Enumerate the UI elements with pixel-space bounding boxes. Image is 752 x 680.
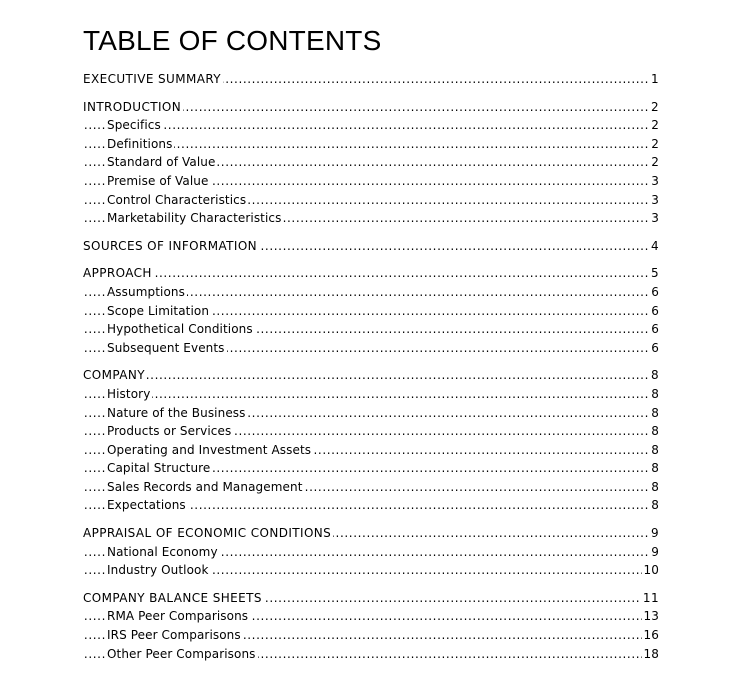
toc-subsection-hypothetical-conditions[interactable]: [83, 320, 659, 339]
toc-entry-label: Control Characteristics: [107, 192, 247, 207]
toc-entry-label: Subsequent Events: [107, 340, 225, 355]
toc-entry-label: Industry Outlook: [107, 563, 209, 578]
toc-group: [83, 524, 659, 580]
toc-entry-label: Capital Structure: [107, 461, 211, 476]
toc-page-number: 11: [641, 589, 659, 608]
toc-page-number: 8: [649, 441, 659, 460]
toc-page-number: 1: [649, 70, 659, 89]
toc-entry-label: COMPANY BALANCE SHEETS: [83, 590, 262, 605]
toc-page-number: 9: [649, 543, 659, 562]
toc-subsection-operating-and-investment-assets[interactable]: [83, 441, 659, 460]
toc-entry-label: INTRODUCTION: [83, 99, 182, 114]
toc-page-number: 8: [649, 404, 659, 423]
toc-page-number: 6: [649, 283, 659, 302]
toc-entry-label: Definitions: [107, 136, 173, 151]
toc-section-introduction[interactable]: [83, 98, 659, 117]
toc-entry-label: Operating and Investment Assets: [107, 442, 312, 457]
toc-entry-label: Sales Records and Management: [107, 479, 303, 494]
toc-subsection-subsequent-events[interactable]: [83, 339, 659, 358]
toc-subsection-marketability-characteristics[interactable]: [83, 209, 659, 228]
toc-page-number: 5: [649, 264, 659, 283]
toc-page-number: 8: [649, 496, 659, 515]
toc-entry-label: EXECUTIVE SUMMARY: [83, 72, 222, 86]
toc-subsection-capital-structure[interactable]: [83, 459, 659, 478]
toc-entry-label: APPRAISAL OF ECONOMIC CONDITIONS: [83, 526, 332, 541]
toc-entry-label: National Economy: [107, 544, 218, 559]
toc-entry-label: Expectations: [107, 498, 186, 513]
toc-group: [83, 264, 659, 357]
dot-leader: [83, 366, 659, 385]
toc-subsection-definitions[interactable]: [83, 135, 659, 154]
toc-page-number: 3: [649, 191, 659, 210]
toc-subsection-specifics[interactable]: [83, 116, 659, 135]
dot-leader: [83, 116, 659, 135]
toc-group: [83, 98, 659, 228]
toc-page-number: 8: [649, 422, 659, 441]
toc-page-number: 8: [649, 366, 659, 385]
toc-entry-label: IRS Peer Comparisons: [107, 628, 241, 643]
toc-subsection-sales-records-and-management[interactable]: [83, 478, 659, 497]
toc-section-sources-of-information[interactable]: [83, 237, 659, 256]
toc-page-number: 6: [649, 302, 659, 321]
toc-entry-label: Assumptions: [107, 284, 185, 299]
toc-subsection-expectations[interactable]: [83, 496, 659, 515]
toc-subsection-rma-peer-comparisons[interactable]: [83, 607, 659, 626]
toc-section-appraisal-of-economic-conditions[interactable]: [83, 524, 659, 543]
toc-page-number: 3: [649, 209, 659, 228]
toc-entry-label: APPROACH: [83, 266, 152, 281]
toc-subsection-nature-of-the-business[interactable]: [83, 404, 659, 423]
toc-page-number: 8: [649, 459, 659, 478]
toc-entry-label: Scope Limitation: [107, 303, 210, 318]
toc-list: [83, 70, 659, 672]
toc-subsection-premise-of-value[interactable]: [83, 172, 659, 191]
toc-page-number: 16: [642, 626, 659, 645]
toc-entry-label: Premise of Value: [107, 173, 209, 188]
toc-page-number: 2: [649, 116, 659, 135]
toc-subsection-industry-outlook[interactable]: [83, 561, 659, 580]
toc-page-number: 6: [649, 320, 659, 339]
toc-subsection-assumptions[interactable]: [83, 283, 659, 302]
toc-group: [83, 366, 659, 515]
dot-leader: [83, 385, 659, 404]
toc-section-company[interactable]: [83, 366, 659, 385]
toc-page-number: 8: [649, 385, 659, 404]
toc-subsection-scope-limitation[interactable]: [83, 302, 659, 321]
toc-page-number: 9: [649, 524, 659, 543]
toc-page-number: 13: [642, 607, 659, 626]
toc-page-number: 2: [649, 135, 659, 154]
toc-subsection-history[interactable]: [83, 385, 659, 404]
toc-page-number: 10: [642, 561, 659, 580]
toc-section-executive-summary[interactable]: [83, 70, 659, 89]
toc-subsection-irs-peer-comparisons[interactable]: [83, 626, 659, 645]
toc-page-number: 4: [649, 237, 659, 256]
toc-entry-label: Standard of Value: [107, 155, 216, 170]
toc-entry-label: Nature of the Business: [107, 405, 246, 420]
toc-entry-label: Hypothetical Conditions: [107, 322, 253, 337]
toc-entry-label: Products or Services: [107, 424, 232, 439]
toc-section-approach[interactable]: [83, 264, 659, 283]
toc-group: [83, 589, 659, 663]
toc-subsection-national-economy[interactable]: [83, 543, 659, 562]
toc-page-number: 6: [649, 339, 659, 358]
toc-entry-label: Marketability Characteristics: [107, 211, 282, 226]
toc-page-number: 18: [642, 645, 659, 664]
toc-page-number: 2: [649, 98, 659, 117]
toc-group: [83, 70, 659, 89]
toc-page-number: 8: [649, 478, 659, 497]
toc-subsection-standard-of-value[interactable]: [83, 153, 659, 172]
toc-subsection-products-or-services[interactable]: [83, 422, 659, 441]
toc-title: TABLE OF CONTENTS: [83, 25, 382, 56]
toc-subsection-other-peer-comparisons[interactable]: [83, 645, 659, 664]
document-page: [83, 0, 659, 680]
toc-entry-label: COMPANY: [83, 368, 145, 383]
toc-section-company-balance-sheets[interactable]: [83, 589, 659, 608]
toc-page-number: 3: [649, 172, 659, 191]
toc-entry-label: SOURCES OF INFORMATION: [83, 238, 258, 253]
toc-group: [83, 237, 659, 256]
toc-entry-label: Specifics: [107, 118, 161, 133]
dot-leader: [83, 264, 659, 283]
toc-entry-label: RMA Peer Comparisons: [107, 609, 249, 624]
toc-page-number: 2: [649, 153, 659, 172]
toc-entry-label: History: [107, 386, 151, 401]
toc-subsection-control-characteristics[interactable]: [83, 191, 659, 210]
toc-entry-label: Other Peer Comparisons: [107, 646, 256, 661]
